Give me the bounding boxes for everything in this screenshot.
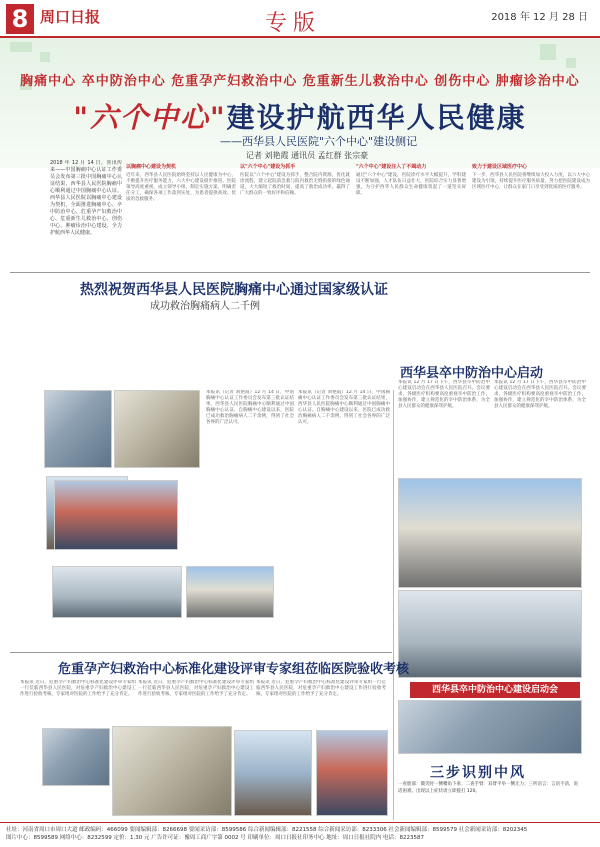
photo-doctors-group [44, 390, 112, 468]
headline-red-part: "六个中心" [73, 101, 227, 134]
centers-list: 胸痛中心 卒中防治中心 危重孕产妇救治中心 危重新生儿救治中心 创伤中心 肿瘤诊治中心 [20, 74, 580, 89]
column-text-a: 近年来，西华县人民医院始终坚持以人民健康为中心，不断提升医疗服务能力，六大中心建设稳步推进。医院领导高度重视，成立领导小组，制定实施方案，明确责任分工，确保各项工作落到实处，为患者提供高效、优质的急救服务。 [126, 173, 236, 202]
column-text-b: 医院以"六个中心"建设为抓手，整合院内资源，优化就诊流程，建立起院前急救与院内救治无缝衔接的绿色通道，大大缩短了救治时间，提高了救治成功率，赢得了广大群众的一致好评和信赖。 [240, 173, 350, 196]
stroke-fast-title: 三步识别中风 [430, 765, 526, 781]
photo-inspection-meeting [234, 730, 312, 816]
section-title: 专版 [265, 11, 322, 36]
photo-stroke-launch-meeting [398, 700, 582, 754]
column-subtitle-d: 致力于建设区域医疗中心 [472, 164, 528, 170]
maternal-article-left: 本报讯 近日，危重孕产妇救治中心标准化建设评审专家组一行莅临西华县人民医院，对危重孕产妇救治中心建设工作进行验收考核，专家组对医院的工作给予了充分肯定。 [20, 680, 136, 697]
section-divider [10, 272, 590, 273]
stroke-center-article-right: 本报讯 12 月 17 日下午，西华县卒中防治中心建设启动会在西华县人民医院召开。会议要求，各级医疗机构要高度重视卒中防治工作，加强协作，建立规范化的卒中防治体系，为全县人民群众的健康保驾护航。 [494, 380, 586, 409]
headline-main-part: 建设护航西华人民健康 [226, 101, 527, 134]
maternal-article-middle: 本报讯 近日，危重孕产妇救治中心标准化建设评审专家组一行莅临西华县人民医院，对危重孕产妇救治中心建设工作进行验收考核，专家组对医院的工作给予了充分肯定。 [138, 680, 254, 697]
pixel-decoration [40, 52, 50, 62]
issue-date: 2018 年 12 月 28 日 [491, 12, 588, 23]
stroke-center-article-left: 本报讯 12 月 17 日下午，西华县卒中防治中心建设启动会在西华县人民医院召开。会议要求，各级医疗机构要高度重视卒中防治工作，加强协作，建立规范化的卒中防治体系，为全县人民群众的健康保驾护航。 [398, 380, 490, 409]
column-subtitle-c: "六个中心"建设注入了不竭动力 [356, 164, 427, 170]
section-divider [10, 652, 392, 653]
maternal-headline: 危重孕产妇救治中心标准化建设评审专家组莅临医院验收考核 [58, 662, 410, 677]
stroke-center-headline: 西华县卒中防治中心启动 [400, 366, 544, 381]
stroke-launch-banner: 西华县卒中防治中心建设启动会 [410, 682, 580, 698]
footer-line-2: 图片中心：8599589 网络中心：8232599 定价：1.30 元 广告许可证：豫周工商广字第 0002 号 印刷单位：周口日报社印务中心 地址：周口日报社院内 电话：8223587 [6, 835, 424, 841]
photo-hospital-building [398, 478, 582, 588]
article-column-c [356, 160, 466, 268]
column-text-c: 通过"六个中心"建设，医院诊疗水平大幅提升，学科建设不断加强，人才队伍日益壮大，医院综合实力显著增强，为守护西华人民群众生命健康筑起了一道坚实屏障。 [356, 173, 466, 196]
pixel-decoration [540, 44, 556, 60]
photo-conference-audience [398, 590, 582, 678]
chest-pain-subheadline: 成功救治胸痛病人二千例 [150, 301, 260, 312]
chest-pain-article-left: 本报讯（记者 刘艳霞）12 月 14 日，中国胸痛中心认证工作委员会发布第三批认证结果，西华县人民医院胸痛中心顺利通过中国胸痛中心认证。自胸痛中心建设以来，医院已成功救治胸痛病人二千余例，得到了社会各界的广泛认可。 [206, 390, 294, 425]
chest-pain-article-right: 本报讯（记者 刘艳霞）12 月 14 日，中国胸痛中心认证工作委员会发布第三批认证结果，西华县人民医院胸痛中心顺利通过中国胸痛中心认证。自胸痛中心建设以来，医院已成功救治胸痛病人二千余例，得到了社会各界的广泛认可。 [298, 390, 390, 425]
footer [0, 822, 600, 847]
intro-column: 2018 年 12 月 14 日，喜讯传来——中国胸痛中心认证工作委员会发布第三批中国胸痛中心认证结果，西华县人民医院胸痛中心顺利通过中国胸痛中心认证。西华县人民医院以胸痛中心建设为契机，全面推进胸痛中心、卒中防治中心、危重孕产妇救治中心、危重新生儿救治中心、创伤中心、肿瘤诊治中心建设，全力护航西华人民健康。 [50, 160, 122, 236]
main-subhead: ——西华县人民医院"六个中心"建设侧记 [220, 135, 418, 148]
paper-name: 周口日报 [40, 8, 101, 26]
pixel-decoration [566, 58, 576, 68]
masthead [0, 0, 600, 38]
article-column-d [472, 160, 590, 268]
article-column-b [240, 160, 350, 268]
stroke-fast-text: 一看脸部：微笑时一侧嘴角下垂；二查手臂：双臂平举一侧无力；三听语言：言语不清，说话困难。出现以上症状请立即拨打 120。 [398, 782, 578, 794]
photo-inspection-room [316, 730, 388, 816]
pixel-decoration [10, 42, 32, 52]
photo-inspection-team [42, 728, 110, 786]
footer-line-1: 社址：河南省周口市周口大道 邮政编码：466099 要闻编辑部：8266698 要闻采访部：8599586 综合新闻编辑部：8221558 综合新闻采访部：8233306 社会新闻编辑部：8599579 社会新闻采访部：8202345 [6, 827, 528, 833]
article-column-a [126, 160, 236, 268]
column-divider [393, 390, 394, 820]
column-subtitle-a: 以胸痛中心建设为契机 [126, 164, 177, 170]
maternal-article-right: 本报讯 近日，危重孕产妇救治中心标准化建设评审专家组一行莅临西华县人民医院，对危重孕产妇救治中心建设工作进行验收考核，专家组对医院的工作给予了充分肯定。 [256, 680, 386, 697]
photo-meeting [52, 566, 182, 618]
photo-inspection-group [112, 726, 232, 816]
photo-patient-care [54, 480, 178, 550]
chest-pain-headline: 热烈祝贺西华县人民医院胸痛中心通过国家级认证 [80, 282, 388, 298]
byline: 记者 刘艳霞 通讯员 孟红群 张宗豪 [246, 151, 369, 160]
page-number: 8 [6, 4, 34, 34]
column-text-d: 下一步，西华县人民医院将继续加大投入力度，以六大中心建设为引领，持续提升医疗服务质量，努力把医院建设成为区域医疗中心，让群众在家门口享受到优质的医疗服务。 [472, 173, 590, 190]
photo-doctor-consult [114, 390, 200, 468]
main-headline [0, 96, 600, 136]
column-subtitle-b: 以"六个中心"建设为抓手 [240, 164, 296, 170]
